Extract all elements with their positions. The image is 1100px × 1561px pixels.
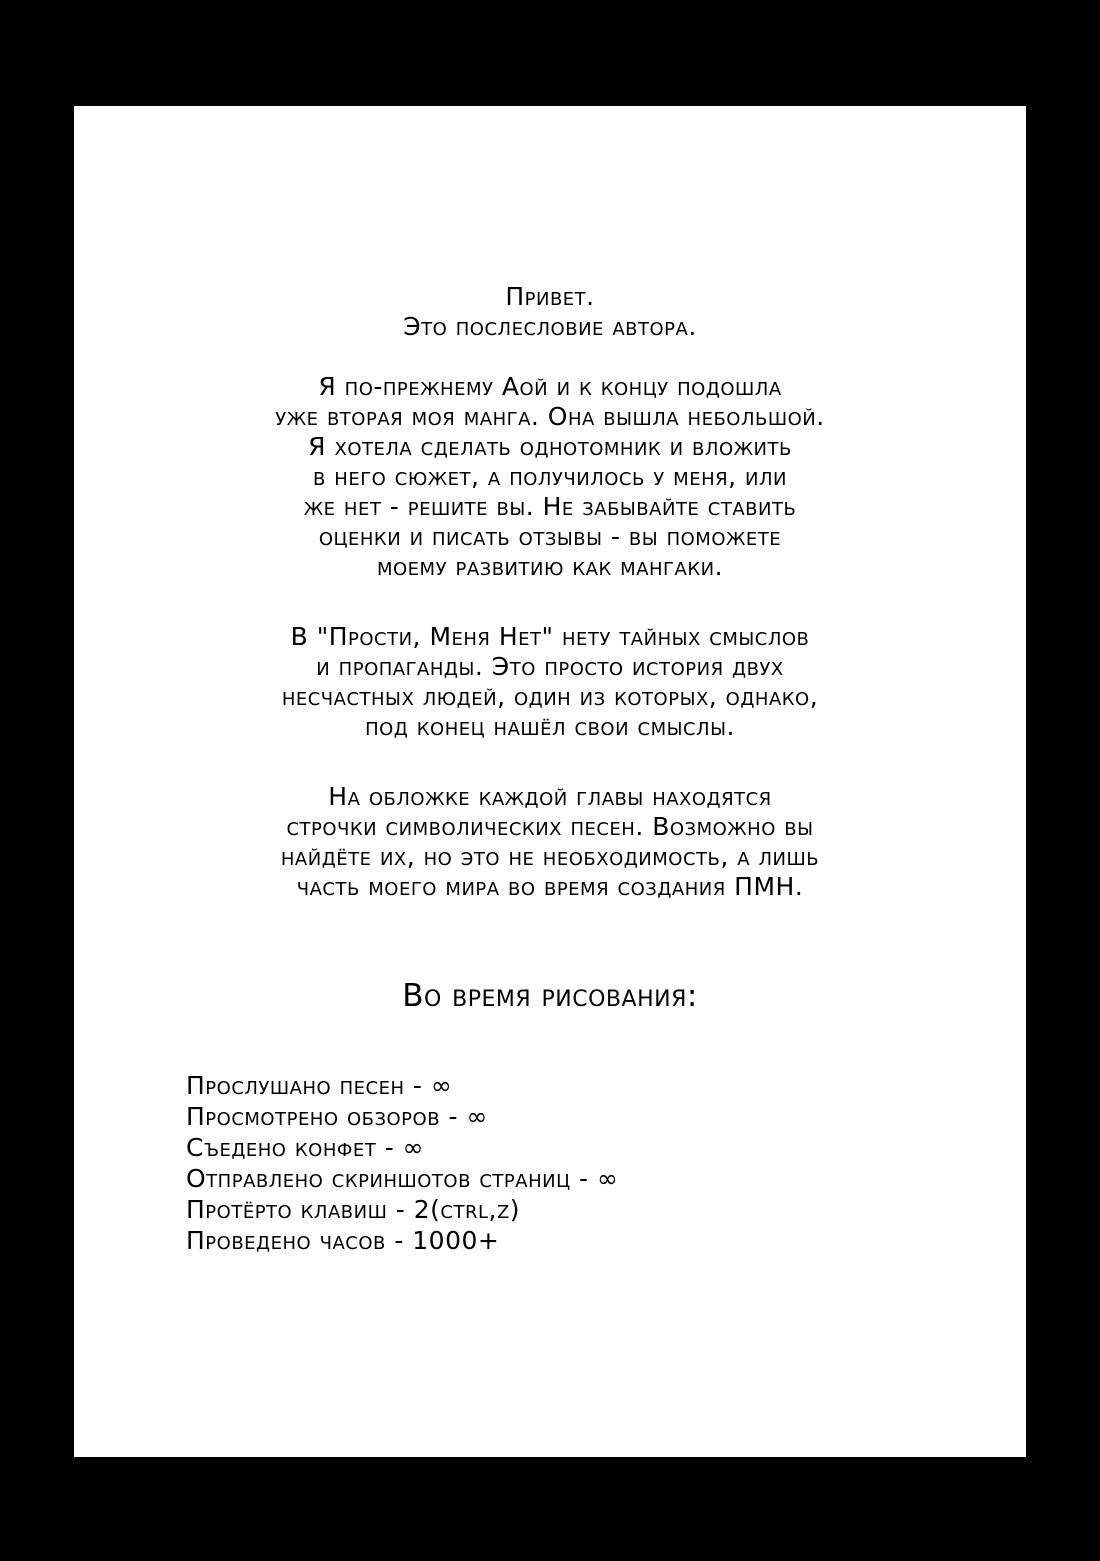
- paragraph-line: моему развитию как мангаки.: [376, 552, 724, 581]
- paragraph-line: Я хотела сделать однотомник и вложить: [308, 432, 792, 461]
- stats-item: Протёрто клавиш - 2(ctrl,z): [186, 1195, 521, 1224]
- greeting: [74, 282, 1026, 342]
- paragraph-line: в него сюжет, а получилось у меня, или: [312, 462, 787, 491]
- stats-item: Съедено конфет - ∞: [186, 1133, 424, 1162]
- paragraph-author-intro: [74, 372, 1026, 582]
- afterword-page: [74, 106, 1026, 1457]
- paragraph-line: найдёте их, но это не необходимость, а лишь: [280, 842, 820, 871]
- paragraph-line: оценки и писать отзывы - вы поможете: [318, 522, 782, 551]
- paragraph-line: В "Прости, Меня Нет" нету тайных смыслов: [290, 622, 810, 651]
- stats-item: Проведено часов - 1000+: [186, 1226, 500, 1255]
- paragraph-story-note: [74, 622, 1026, 742]
- stats-item: Отправлено скриншотов страниц - ∞: [186, 1164, 619, 1193]
- stats-item: Прослушано песен - ∞: [186, 1071, 453, 1100]
- paragraph-line: строчки символических песен. Возможно вы: [286, 812, 814, 841]
- paragraph-line: уже вторая моя манга. Она вышла небольшой.: [275, 402, 825, 431]
- paragraph-line: же нет - решите вы. Не забывайте ставить: [303, 492, 797, 521]
- stats-heading: Во время рисования:: [402, 978, 698, 1014]
- stats-list: [186, 1070, 618, 1256]
- stats-item: Просмотрено обзоров - ∞: [186, 1102, 488, 1131]
- paragraph-line: На обложке каждой главы находятся: [328, 782, 772, 811]
- paragraph-line: Я по-прежнему Аой и к концу подошла: [318, 372, 782, 401]
- greeting-line: Привет.: [505, 282, 595, 311]
- paragraph-line: часть моего мира во время создания ПМН.: [296, 872, 804, 901]
- greeting-line: Это послесловие автора.: [403, 312, 697, 341]
- paragraph-line: под конец нашёл свои смыслы.: [365, 712, 735, 741]
- paragraph-line: и пропаганды. Это просто история двух: [316, 652, 784, 681]
- paragraph-chapter-covers: [74, 782, 1026, 902]
- paragraph-line: несчастных людей, один из которых, однако,: [281, 682, 819, 711]
